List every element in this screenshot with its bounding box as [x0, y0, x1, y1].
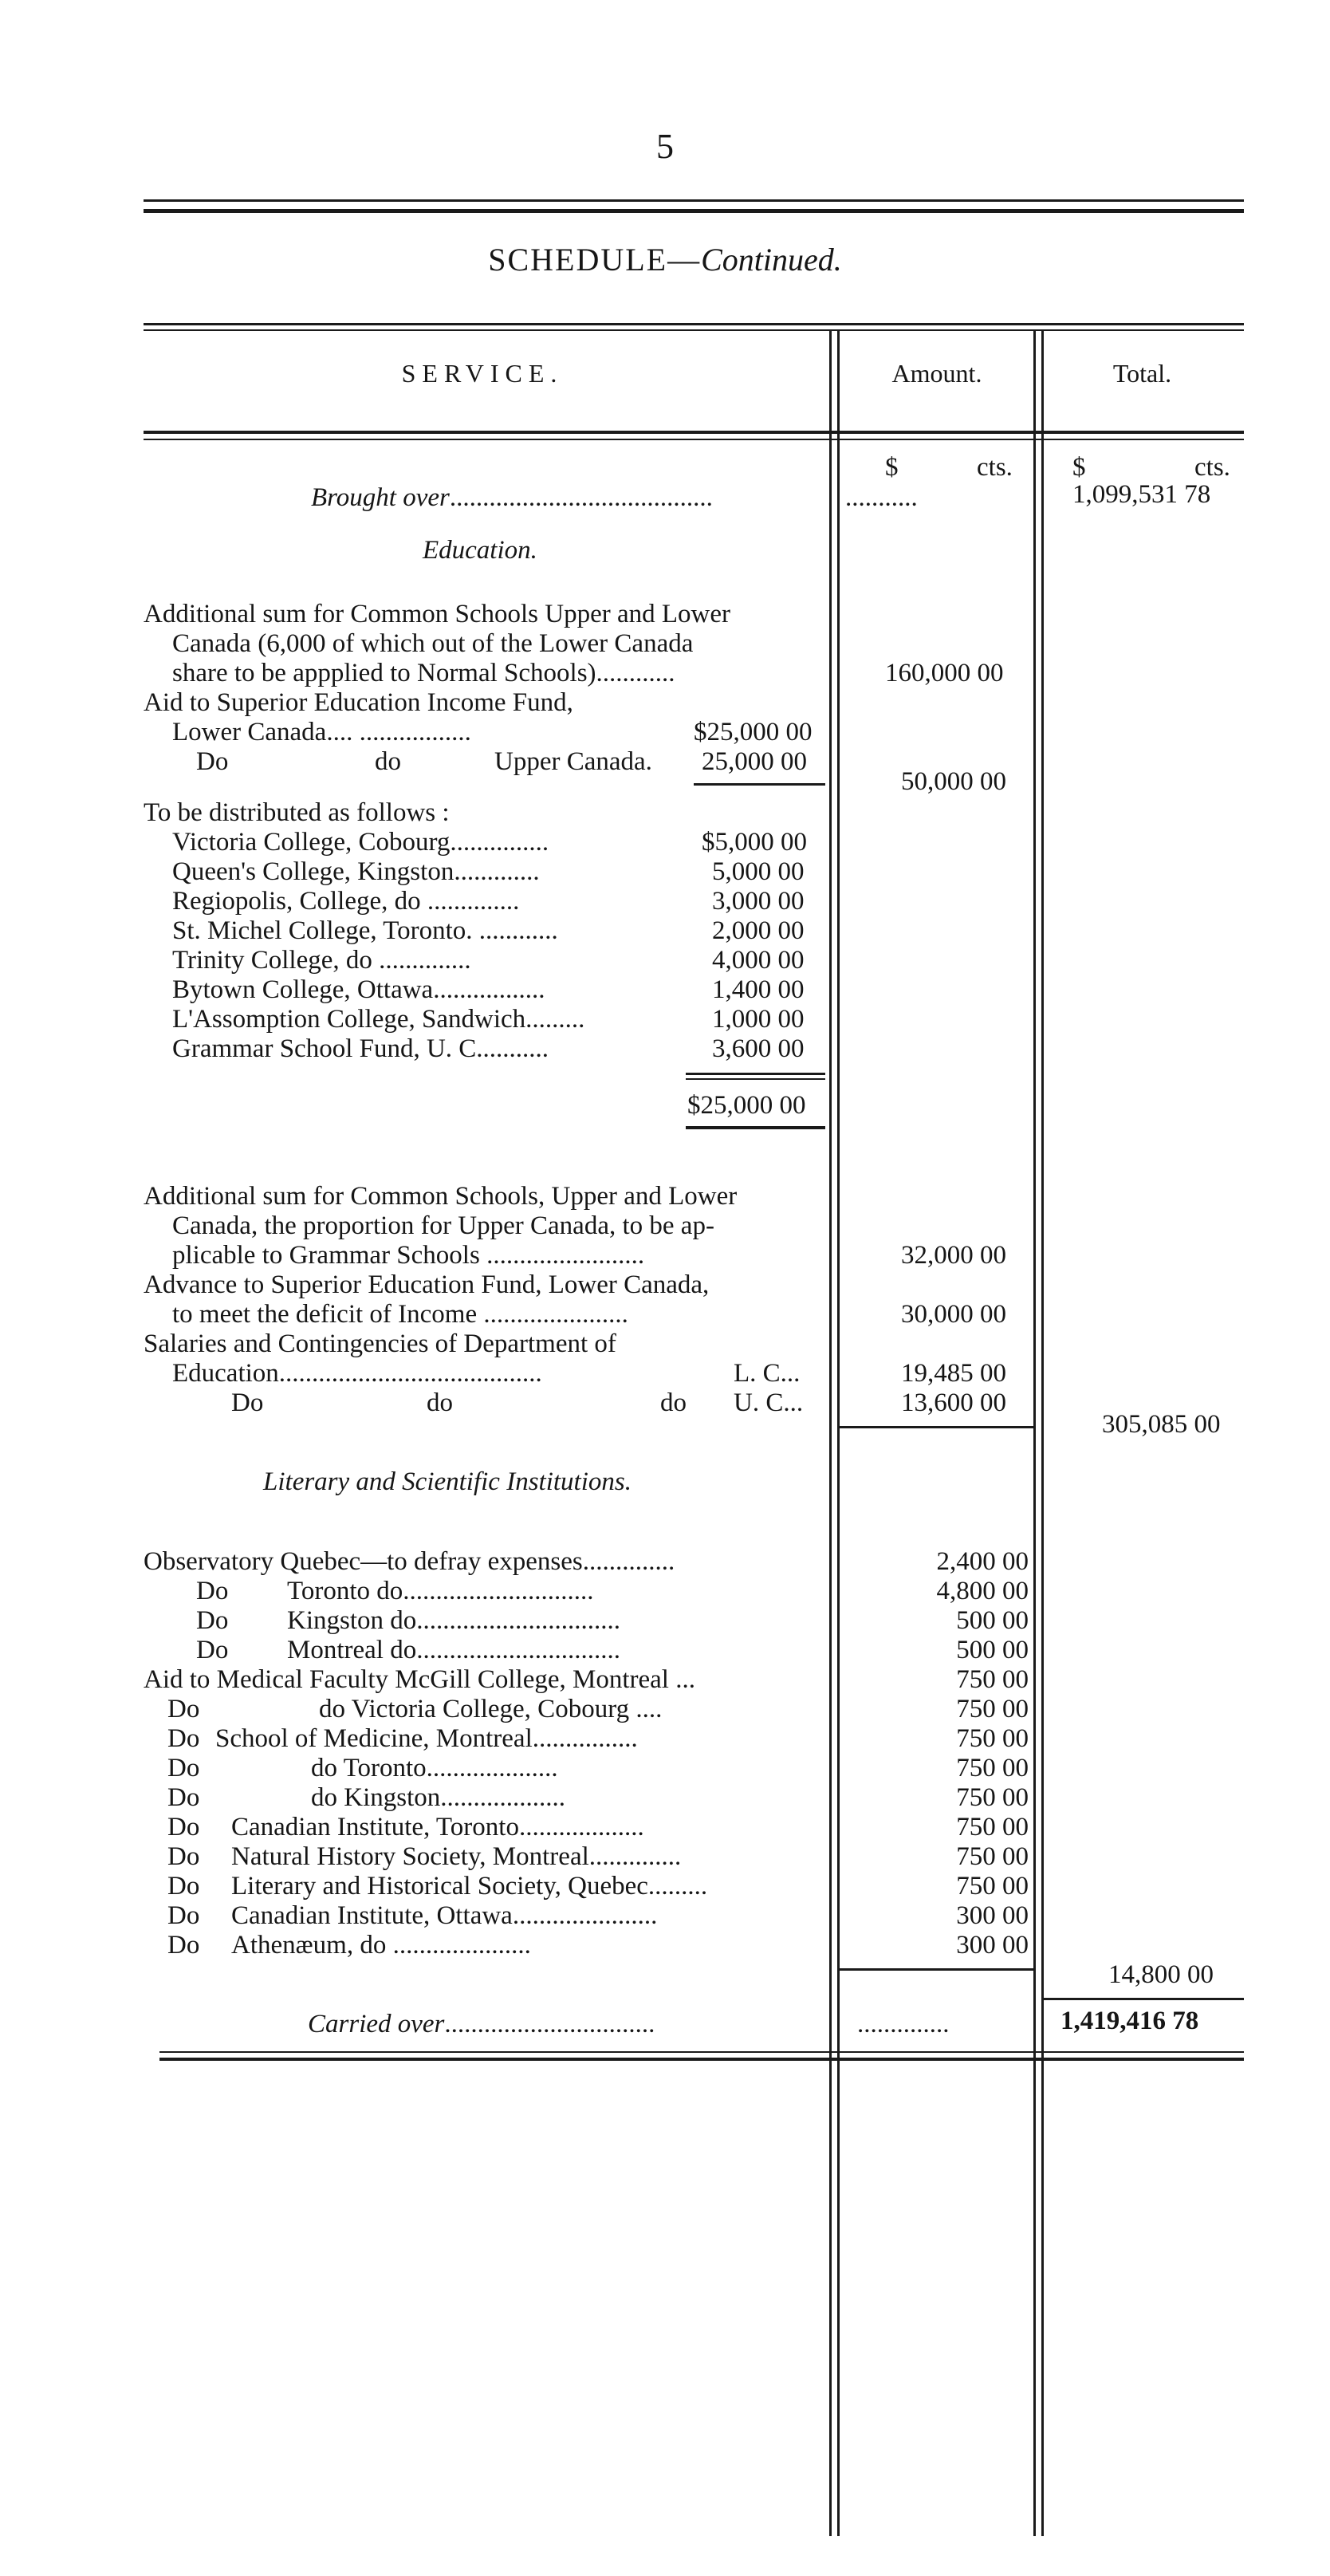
top-rule-thick: [144, 209, 1244, 213]
superior-aid-line: Aid to Superior Education Income Fund,: [144, 688, 573, 717]
title-main: SCHEDULE—: [488, 242, 702, 278]
salaries-line-1: Salaries and Contingencies of Department of: [144, 1329, 616, 1358]
literary-item-label: Toronto do.............................: [287, 1577, 594, 1605]
literary-item-label: School of Medicine, Montreal................: [215, 1724, 638, 1753]
literary-item-do: Do: [196, 1636, 229, 1664]
total-cts-label: cts.: [1194, 453, 1230, 482]
literary-item-amount: 300 00: [956, 1901, 1029, 1930]
common-schools-line-2: Canada (6,000 of which out of the Lower Canada: [172, 629, 694, 658]
distributed-item-value: 1,400 00: [712, 975, 805, 1004]
amount-dollar-sign: $: [885, 453, 899, 482]
carried-over-amount-dots: ..............: [857, 2010, 950, 2038]
grammar-line-3: plicable to Grammar Schools ........................: [172, 1241, 645, 1270]
salaries-lc-suffix: L. C...: [734, 1359, 801, 1388]
literary-subtotal-rule: [837, 1968, 1035, 1971]
salaries-uc-suffix: U. C...: [734, 1388, 804, 1417]
literary-item-label: do Toronto....................: [311, 1754, 558, 1782]
superior-aid-upper-label: Upper Canada.: [494, 747, 652, 776]
literary-item-amount: 750 00: [956, 1724, 1029, 1753]
distributed-rule-top: [686, 1073, 825, 1075]
title-italic: Continued.: [701, 242, 842, 278]
salaries-lc-label: Education........................................: [172, 1359, 542, 1388]
col-divider-2a: [1033, 331, 1036, 2536]
superior-aid-lower-label: Lower Canada.... .................: [172, 718, 471, 746]
literary-item-amount: 2,400 00: [936, 1547, 1029, 1576]
grammar-amount: 32,000 00: [901, 1241, 1006, 1270]
schedule-title: [0, 241, 1330, 278]
literary-item-label: do Victoria College, Cobourg ....: [319, 1695, 663, 1723]
literary-item-do: Do: [167, 1901, 200, 1930]
distributed-item-value: 5,000 00: [712, 857, 805, 886]
literary-item-do: Do: [167, 1872, 200, 1900]
distributed-item-name: Grammar School Fund, U. C...........: [172, 1034, 549, 1063]
distributed-item-name: Regiopolis, College, do ..............: [172, 887, 520, 916]
bottom-rule-thick: [159, 2058, 1244, 2061]
common-schools-amount: 160,000 00: [885, 659, 1004, 687]
literary-item-do: Do: [167, 1783, 200, 1812]
superior-aid-lower-value: $25,000 00: [694, 718, 813, 746]
literary-heading: Literary and Scientific Institutions.: [263, 1467, 632, 1496]
carried-over-label: Carried over................................: [308, 2010, 655, 2038]
literary-item-label: Natural History Society, Montreal..............: [231, 1842, 682, 1871]
page-number: 5: [656, 127, 674, 166]
education-heading: Education.: [423, 536, 537, 565]
advance-line-1: Advance to Superior Education Fund, Lower Canada,: [144, 1270, 710, 1299]
distributed-rule-top2: [686, 1078, 825, 1080]
common-schools-line-1: Additional sum for Common Schools Upper and Lower: [144, 600, 730, 628]
distributed-intro: To be distributed as follows :: [144, 798, 450, 827]
distributed-item-value: 2,000 00: [712, 916, 805, 945]
total-dollar-sign: $: [1072, 453, 1086, 482]
distributed-item-name: Victoria College, Cobourg...............: [172, 828, 549, 857]
literary-item-amount: 500 00: [956, 1606, 1029, 1635]
superior-aid-upper-do2: do: [375, 747, 401, 776]
header-bottom-rule: [144, 431, 1244, 434]
literary-total: 14,800 00: [1108, 1960, 1214, 1989]
literary-item-amount: 750 00: [956, 1754, 1029, 1782]
common-schools-line-3: share to be appplied to Normal Schools)............: [172, 659, 675, 687]
distributed-item-value: $5,000 00: [702, 828, 807, 857]
grammar-line-1: Additional sum for Common Schools, Upper and Lower: [144, 1182, 738, 1211]
superior-aid-upper-do: Do: [196, 747, 229, 776]
distributed-item-value: 4,000 00: [712, 946, 805, 975]
literary-item-amount: 500 00: [956, 1636, 1029, 1664]
distributed-total: $25,000 00: [687, 1091, 806, 1120]
education-subtotal-rule: [837, 1426, 1035, 1428]
literary-item-amount: 750 00: [956, 1783, 1029, 1812]
literary-item-do: Do: [167, 1724, 200, 1753]
distributed-item-value: 1,000 00: [712, 1005, 805, 1034]
salaries-uc-amount: 13,600 00: [901, 1388, 1006, 1417]
header-service: SERVICE.: [401, 359, 564, 388]
salaries-uc-do: Do: [231, 1388, 264, 1417]
literary-item-amount: 300 00: [956, 1931, 1029, 1960]
literary-item-do: Do: [196, 1577, 229, 1605]
literary-item-label: Literary and Historical Society, Quebec.........: [231, 1872, 708, 1900]
literary-item-amount: 4,800 00: [936, 1577, 1029, 1605]
literary-item-label: Canadian Institute, Toronto...................: [231, 1813, 644, 1841]
col-divider-1b: [837, 331, 840, 2536]
literary-item-label: Montreal do...............................: [287, 1636, 620, 1664]
distributed-item-name: St. Michel College, Toronto. ............: [172, 916, 558, 945]
distributed-item-name: Queen's College, Kingston.............: [172, 857, 540, 886]
literary-item-label: Kingston do...............................: [287, 1606, 621, 1635]
literary-item-do: Do: [167, 1813, 200, 1841]
advance-line-2: to meet the deficit of Income ......................: [172, 1300, 628, 1329]
brought-over-total: 1,099,531 78: [1072, 480, 1211, 509]
amount-cts-label: cts.: [977, 453, 1013, 482]
literary-item-label: Observatory Quebec—to defray expenses..............: [144, 1547, 675, 1576]
salaries-uc-do2: do: [427, 1388, 453, 1417]
distributed-item-name: Bytown College, Ottawa.................: [172, 975, 545, 1004]
literary-item-do: Do: [167, 1754, 200, 1782]
grammar-line-2: Canada, the proportion for Upper Canada, to be ap-: [172, 1211, 714, 1240]
header-total: Total.: [1112, 359, 1172, 388]
superior-aid-amount: 50,000 00: [901, 767, 1006, 796]
literary-item-amount: 750 00: [956, 1695, 1029, 1723]
header-top-rule-2: [144, 329, 1244, 331]
literary-item-label: Aid to Medical Faculty McGill College, Montreal ...: [144, 1665, 695, 1694]
header-top-rule: [144, 323, 1244, 325]
col-divider-1a: [829, 331, 832, 2536]
literary-item-do: Do: [196, 1606, 229, 1635]
literary-item-amount: 750 00: [956, 1872, 1029, 1900]
advance-amount: 30,000 00: [901, 1300, 1006, 1329]
literary-item-amount: 750 00: [956, 1665, 1029, 1694]
header-amount: Amount.: [891, 359, 982, 388]
superior-aid-rule: [694, 783, 825, 786]
distributed-rule-bottom: [686, 1126, 825, 1129]
salaries-uc-do3: do: [660, 1388, 687, 1417]
bottom-rule-thin: [159, 2051, 1244, 2053]
carried-over-top-rule: [1041, 1998, 1244, 2000]
salaries-lc-amount: 19,485 00: [901, 1359, 1006, 1388]
literary-item-label: Athenæum, do .....................: [231, 1931, 531, 1960]
literary-item-do: Do: [167, 1931, 200, 1960]
literary-item-amount: 750 00: [956, 1813, 1029, 1841]
distributed-item-name: L'Assomption College, Sandwich.........: [172, 1005, 585, 1034]
distributed-item-value: 3,600 00: [712, 1034, 805, 1063]
education-total: 305,085 00: [1102, 1410, 1221, 1439]
distributed-item-name: Trinity College, do ..............: [172, 946, 471, 975]
literary-item-label: do Kingston...................: [311, 1783, 566, 1812]
distributed-item-value: 3,000 00: [712, 887, 805, 916]
top-rule-thin: [144, 199, 1244, 202]
col-divider-2b: [1041, 331, 1044, 2536]
brought-over-label: Brought over........................................: [311, 483, 713, 512]
literary-item-do: Do: [167, 1695, 200, 1723]
header-bottom-rule-2: [144, 439, 1244, 440]
carried-over-total: 1,419,416 78: [1060, 2007, 1199, 2035]
literary-item-label: Canadian Institute, Ottawa......................: [231, 1901, 658, 1930]
superior-aid-upper-value: 25,000 00: [702, 747, 807, 776]
literary-item-do: Do: [167, 1842, 200, 1871]
literary-item-amount: 750 00: [956, 1842, 1029, 1871]
brought-over-amount-dots: ...........: [845, 483, 918, 512]
